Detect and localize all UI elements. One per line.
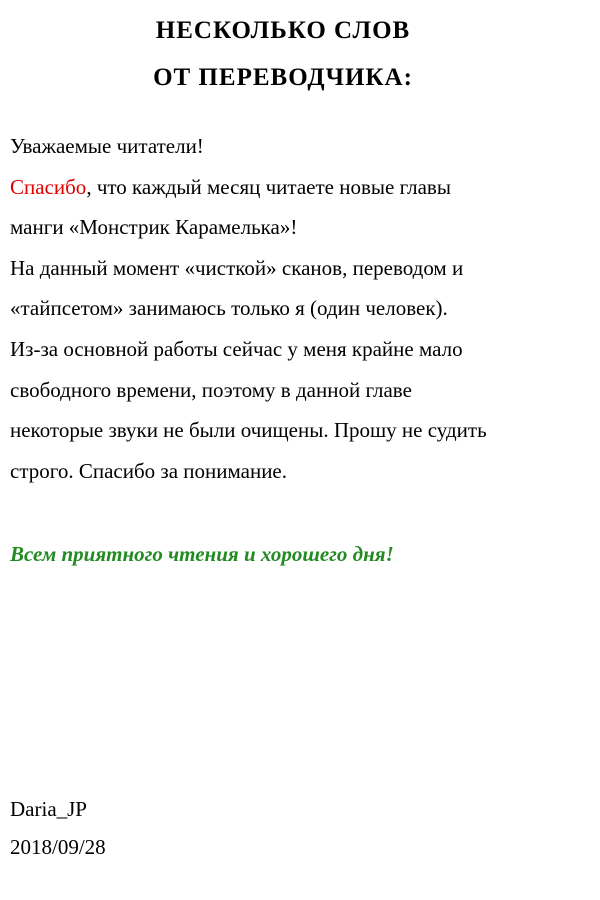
thanks-rest: , что каждый месяц читаете новые главы [86, 174, 451, 199]
page-title-line-2: ОТ ПЕРЕВОДЧИКА: [153, 64, 413, 91]
page-title-line-1: НЕСКОЛЬКО СЛОВ [155, 17, 411, 44]
body-line-7: свободного времени, поэтому в данной главе [10, 377, 412, 402]
thanks-line-2: манги «Монстрик Карамелька»! [10, 215, 298, 240]
greeting: Уважаемые читатели! [10, 134, 204, 158]
author-name: Daria_JP [10, 797, 87, 821]
body-line-5: «тайпсетом» занимаюсь только я (один человек). [10, 296, 448, 321]
thanks-word: Спасибо [10, 174, 87, 199]
letter-body [10, 126, 595, 491]
signature-date: 2018/09/28 [10, 835, 106, 859]
body-line-4: На данный момент «чисткой» сканов, переводом и [10, 255, 464, 280]
body-line-8: некоторые звуки не были очищены. Прошу не судить [10, 418, 487, 443]
thanks-line-1 [10, 167, 595, 208]
body-line-9: строго. Спасибо за понимание. [10, 458, 287, 483]
signature-block [10, 790, 106, 866]
closing-wish: Всем приятного чтения и хорошего дня! [10, 542, 394, 566]
body-line-6: Из-за основной работы сейчас у меня крайне мало [10, 336, 463, 361]
